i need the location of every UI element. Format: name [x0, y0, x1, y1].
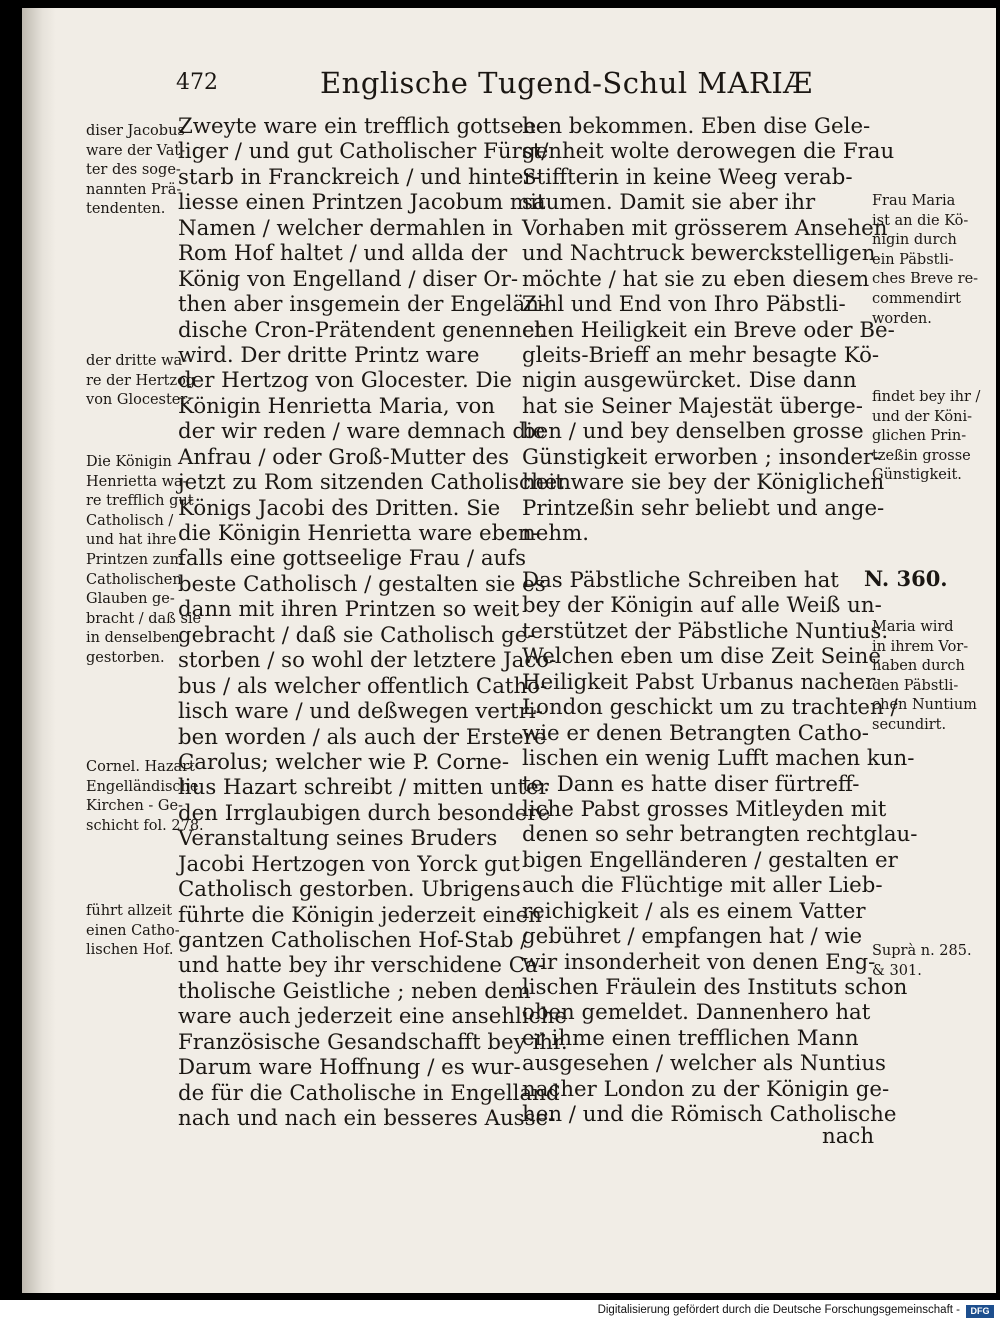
text-line: denen so sehr betrangten rechtglau-: [522, 822, 918, 848]
text-line: die Königin Henrietta ware eben-: [178, 521, 539, 546]
text-line: Das Päbstliche Schreiben hat: [522, 568, 839, 593]
text-line: te. Dann es hatte diser fürtreff-: [522, 771, 860, 797]
text-line: und Nachtruck bewerckstelligen: [522, 241, 876, 267]
marginal-note: [872, 388, 980, 486]
marginal-note-line: einen Catho-: [86, 922, 180, 939]
marginal-note-line: schicht fol. 278.: [86, 817, 204, 834]
text-line: Printzeßin sehr beliebt und ange-: [522, 495, 885, 521]
text-line: de für die Catholische in Engelland: [178, 1080, 560, 1106]
text-line: Günstigkeit erworben ; insonder-: [522, 444, 881, 470]
marginal-note-line: Die Königin: [86, 454, 172, 470]
text-line: gebühret / empfangen hat / wie: [522, 924, 863, 950]
marginal-note-line: Glauben ge-: [86, 591, 175, 608]
text-line: er ihme einen trefflichen Mann: [522, 1025, 859, 1051]
text-line: then aber insgemein der Engelän-: [178, 292, 547, 318]
text-line: wie er denen Betrangten Catho-: [522, 720, 869, 746]
marginal-note-line: Suprà n. 285.: [872, 943, 972, 959]
text-line: Anfrau / oder Groß-Mutter des: [178, 444, 510, 470]
text-line: Vorhaben mit grösserem Ansehen: [522, 215, 888, 241]
text-line: liche Pabst grosses Mitleyden mit: [522, 796, 887, 822]
marginal-note-line: von Glocester.: [86, 392, 191, 409]
marginal-note-line: den Päbstli-: [872, 677, 959, 694]
text-line: nigin ausgewürcket. Dise dann: [522, 368, 857, 394]
text-line: König von Engelland / diser Or-: [178, 266, 519, 292]
text-line: auch die Flüchtige mit aller Lieb-: [522, 873, 883, 899]
text-line: storben / so wohl der letztere Jaco-: [178, 648, 557, 674]
text-line: und hatte bey ihr verschidene Ca-: [178, 953, 545, 979]
text-line: falls eine gottseelige Frau / aufs: [178, 546, 527, 572]
marginal-note-line: chen Nuntium: [872, 697, 977, 714]
marginal-note-line: worden.: [872, 310, 932, 327]
text-line: gebracht / daß sie Catholisch ge-: [178, 622, 535, 648]
text-line: terstützet der Päbstliche Nuntius.: [522, 618, 889, 644]
marginal-note-line: gestorben.: [86, 649, 165, 666]
running-title: Englische Tugend-Schul MARIÆ: [320, 66, 813, 100]
text-line: der wir reden / ware demnach die: [178, 419, 546, 445]
text-line: Rom Hof haltet / und allda der: [178, 241, 508, 267]
marginal-note-line: Frau Maria: [872, 193, 956, 209]
text-line: hat sie Seiner Majestät überge-: [522, 393, 863, 419]
marginal-note-line: der dritte wa-: [86, 353, 188, 369]
section-number: N. 360.: [864, 566, 948, 591]
text-line: reichigkeit / als es einem Vatter: [522, 898, 866, 924]
text-line: jetzt zu Rom sitzenden Catholischen: [178, 470, 572, 496]
marginal-note-line: Engelländische: [86, 778, 199, 795]
dfg-logo-icon: DFG: [966, 1305, 994, 1318]
text-line: Heiligkeit Pabst Urbanus nacher: [522, 669, 876, 695]
digitization-footer: [0, 1300, 1000, 1323]
text-line: starb in Franckreich / und hinter-: [178, 164, 541, 190]
marginal-note: [872, 942, 972, 981]
marginal-note-line: Kirchen - Ge-: [86, 798, 183, 815]
marginal-note-line: Maria wird: [872, 619, 954, 635]
text-line: nach und nach ein besseres Ausse-: [178, 1106, 556, 1132]
marginal-note-line: Catholisch /: [86, 512, 174, 529]
marginal-note-line: findet bey ihr /: [872, 389, 981, 405]
marginal-note-line: führt allzeit: [86, 903, 173, 919]
text-line: heit ware sie bey der Königlichen: [522, 470, 885, 496]
text-line: möchte / hat sie zu eben diesem: [522, 266, 870, 292]
marginal-note: [86, 902, 180, 961]
text-line: hen bekommen. Eben dise Gele-: [522, 114, 871, 139]
text-line: Königin Henrietta Maria, von: [178, 393, 495, 419]
text-line: der Hertzog von Glocester. Die: [178, 368, 513, 394]
marginal-note: [872, 618, 977, 736]
marginal-note-line: haben durch: [872, 658, 965, 675]
text-line: saumen. Damit sie aber ihr: [522, 190, 816, 216]
text-line: bigen Engelländeren / gestalten er: [522, 847, 898, 873]
text-line: chen Heiligkeit ein Breve oder Be-: [522, 317, 895, 343]
marginal-note-line: Printzen zum: [86, 551, 184, 568]
text-line: wird. Der dritte Printz ware: [178, 342, 480, 368]
text-line: ausgesehen / welcher als Nuntius: [522, 1051, 886, 1077]
text-line: führte die Königin jederzeit einen: [178, 902, 542, 928]
text-line: den Irrglaubigen durch besondere: [178, 800, 551, 826]
marginal-note-line: diser Jacobus: [86, 123, 185, 139]
text-line: Königs Jacobi des Dritten. Sie: [178, 495, 501, 521]
text-line: lius Hazart schreibt / mitten unter: [178, 775, 549, 801]
text-line: ware auch jederzeit eine ansehliche: [178, 1004, 567, 1030]
marginal-note-line: Cornel. Hazart: [86, 759, 195, 775]
text-line: liesse einen Printzen Jacobum mit: [178, 190, 546, 216]
marginal-note-line: bracht / daß sie: [86, 610, 202, 627]
text-line: Zihl und End von Ihro Päbstli-: [522, 292, 846, 318]
marginal-note-line: lischen Hof.: [86, 942, 174, 959]
text-line: Jacobi Hertzogen von Yorck gut: [178, 851, 520, 877]
text-line: nehm.: [522, 521, 589, 546]
text-line: wir insonderheit von denen Eng-: [522, 949, 876, 975]
text-line: Carolus; welcher wie P. Corne-: [178, 749, 510, 775]
text-line: bus / als welcher offentlich Catho-: [178, 673, 548, 699]
page-number: 472: [176, 70, 218, 95]
marginal-note-line: nigin durch: [872, 232, 957, 249]
page-gutter-shadow: [22, 8, 56, 1293]
catchword: nach: [822, 1124, 875, 1149]
marginal-note: [86, 453, 201, 669]
marginal-note-line: in ihrem Vor-: [872, 638, 969, 655]
marginal-note-line: tzeßin grosse: [872, 447, 971, 464]
marginal-note-line: Günstigkeit.: [872, 467, 962, 484]
marginal-note-line: secundirt.: [872, 716, 947, 733]
marginal-note-line: ein Päbstli-: [872, 251, 954, 268]
text-line: Welchen eben um dise Zeit Seine: [522, 644, 881, 670]
text-line: beste Catholisch / gestalten sie es: [178, 571, 546, 597]
text-line: dische Cron-Prätendent genennet: [178, 317, 544, 343]
text-line: tholische Geistliche ; neben dem: [178, 978, 531, 1004]
text-line: lisch ware / und deßwegen vertri-: [178, 699, 543, 725]
marginal-note-line: re trefflich gut: [86, 493, 194, 510]
marginal-note: [872, 192, 978, 329]
text-line: Namen / welcher dermahlen in: [178, 215, 513, 241]
text-line: Darum ware Hoffnung / es wur-: [178, 1055, 521, 1081]
marginal-note-line: re der Hertzog: [86, 372, 196, 389]
text-line: London geschickt um zu trachten /: [522, 695, 898, 721]
text-line: dann mit ihren Printzen so weit: [178, 597, 520, 623]
marginal-note: [86, 758, 204, 836]
marginal-note-line: ter des soge-: [86, 162, 181, 179]
text-line: Catholisch gestorben. Ubrigens: [178, 877, 521, 903]
marginal-note-line: in denselben: [86, 630, 180, 647]
marginal-note-line: ches Breve re-: [872, 271, 979, 288]
text-line: gantzen Catholischen Hof-Stab /: [178, 928, 528, 953]
marginal-note-line: & 301.: [872, 962, 922, 979]
marginal-note-line: glichen Prin-: [872, 428, 967, 445]
text-line: hen / und die Römisch Catholische: [522, 1102, 897, 1128]
marginal-note-line: commendirt: [872, 290, 961, 307]
text-line: ben / und bey denselben grosse: [522, 419, 864, 445]
marginal-note-line: und hat ihre: [86, 532, 177, 549]
marginal-note-line: tendenten.: [86, 201, 166, 218]
marginal-note-line: ist an die Kö-: [872, 212, 969, 229]
text-line: Veranstaltung seines Bruders: [178, 826, 498, 852]
text-line: lischen ein wenig Lufft machen kun-: [522, 746, 915, 772]
text-line: ben worden / als auch der Erstere: [178, 724, 547, 750]
marginal-note-line: und der Köni-: [872, 408, 973, 425]
text-line: oben gemeldet. Dannenhero hat: [522, 1000, 871, 1026]
main-column-right-top: [522, 114, 895, 546]
marginal-note: [86, 122, 185, 220]
text-line: Zweyte ware ein trefflich gottsee-: [178, 114, 544, 139]
footer-credit-text: Digitalisierung gefördert durch die Deutsche Forschungsgemeinschaft -: [597, 1304, 960, 1316]
marginal-note-line: ware der Vat-: [86, 142, 186, 159]
marginal-note: [86, 352, 195, 411]
text-line: gleits-Brieff an mehr besagte Kö-: [522, 342, 880, 368]
text-line: lischen Fräulein des Instituts schon: [522, 975, 908, 1000]
text-line: liger / und gut Catholischer Fürst/: [178, 139, 549, 165]
text-line: Stiffterin in keine Weeg verab-: [522, 164, 853, 190]
marginal-note-line: nannten Prä-: [86, 181, 182, 198]
text-line: bey der Königin auf alle Weiß un-: [522, 593, 882, 619]
marginal-note-line: Henrietta wa-: [86, 473, 188, 490]
marginal-note-line: Catholischen: [86, 571, 182, 588]
text-line: nacher London zu der Königin ge-: [522, 1076, 890, 1102]
text-line: genheit wolte derowegen die Frau: [522, 139, 895, 165]
text-line: Französische Gesandschafft bey ihr.: [178, 1029, 568, 1055]
